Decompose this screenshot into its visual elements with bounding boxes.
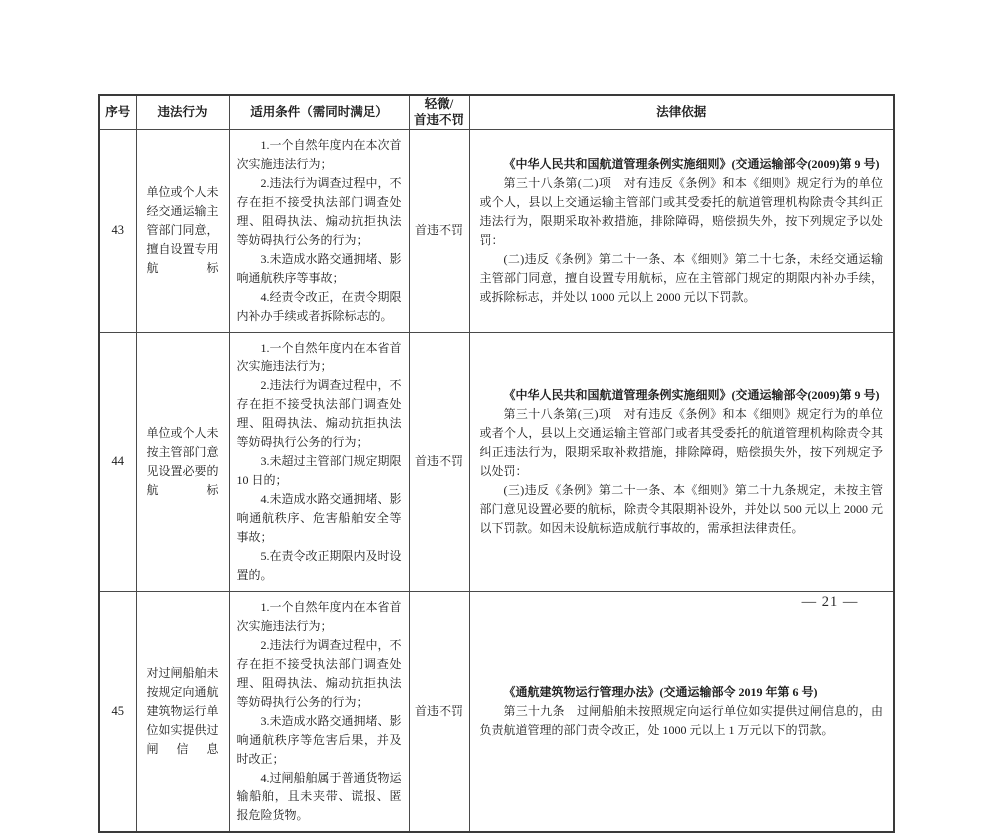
legal-basis-title: 《中华人民共和国航道管理条例实施细则》(交通运输部令(2009)第 9 号)	[503, 387, 880, 402]
legal-basis-paragraph: (三)违反《条例》第二十一条、本《细则》第二十九条规定，未按主管部门意见设置必要的航标，除责令其限期补设外，并处以 500 元以上 2000 元以下罚款。如因未设航标造成航行事故的，需承担法律责任。	[479, 482, 883, 535]
legal-basis-paragraph: (二)违反《条例》第二十一条、本《细则》第二十七条，未经交通运输主管部门同意，擅自设置专用航标，应在主管部门规定的期限内补办手续，或拆除标志，并处以 1000 元以上 2000 元以下罚款。	[479, 251, 883, 304]
penalty-status: 首违不罚	[409, 130, 469, 333]
table-header-row	[99, 95, 894, 130]
legal-basis-title: 《通航建筑物运行管理办法》(交通运输部令 2019 年第 6 号)	[503, 685, 818, 700]
behavior-cell	[136, 130, 229, 333]
behavior-text: 单位或个人未按主管部门意见设置必要的航标	[146, 425, 219, 497]
column-header-penalty	[409, 95, 469, 130]
behavior-text: 对过闸船舶未按规定向通航建筑物运行单位如实提供过闸信息	[146, 666, 219, 757]
legal-basis-cell	[469, 591, 894, 832]
column-header-behavior: 违法行为	[136, 95, 229, 130]
legal-basis-title: 《中华人民共和国航道管理条例实施细则》(交通运输部令(2009)第 9 号)	[503, 156, 880, 171]
condition-item: 3.未造成水路交通拥堵、影响通航秩序等事故；	[236, 251, 402, 285]
conditions-cell	[229, 591, 409, 832]
conditions-cell	[229, 332, 409, 591]
legal-basis-paragraph: 第三十九条 过闸船舶未按照规定向运行单位如实提供过闸信息的，由负责航道管理的部门责令改正，处 1000 元以上 1 万元以下的罚款。	[479, 704, 883, 738]
column-header-penalty-line2: 首违不罚	[413, 112, 464, 127]
column-header-conditions: 适用条件（需同时满足）	[229, 95, 409, 130]
row-number: 43	[99, 130, 136, 333]
condition-item: 2.违法行为调查过程中，不存在拒不接受执法部门调查处理、阻碍执法、煽动抗拒执法等妨碍执行公务的行为；	[236, 378, 402, 450]
table-row-44	[99, 332, 894, 591]
condition-item: 4.未造成水路交通拥堵、影响通航秩序、危害船舶安全等事故；	[236, 492, 402, 545]
condition-item: 3.未超过主管部门规定期限 10 日的；	[236, 454, 402, 488]
penalty-status: 首违不罚	[409, 591, 469, 832]
legal-basis-cell	[469, 130, 894, 333]
legal-basis-cell	[469, 332, 894, 591]
condition-item: 2.违法行为调查过程中，不存在拒不接受执法部门调查处理、阻碍执法、煽动抗拒执法等妨碍执行公务的行为；	[236, 175, 402, 247]
column-header-penalty-line1: 轻微/	[424, 96, 454, 111]
penalty-status: 首违不罚	[409, 332, 469, 591]
page-number: — 21 —	[801, 594, 859, 610]
condition-item: 1.一个自然年度内在本次首次实施违法行为；	[236, 138, 402, 171]
table-row-43	[99, 130, 894, 333]
behavior-cell	[136, 332, 229, 591]
legal-basis-paragraph: 第三十八条第(二)项 对有违反《条例》和本《细则》规定行为的单位或个人，县以上交通运输主管部门或其受委托的航道管理机构除责令其纠正违法行为，限期采取补救措施，排除障碍，赔偿损失外，按下列规定予以处罚：	[479, 175, 883, 247]
column-header-legal: 法律依据	[469, 95, 894, 130]
regulations-table	[98, 94, 895, 833]
condition-item: 4.经责令改正，在责令期限内补办手续或者拆除标志的。	[236, 289, 402, 323]
row-number: 45	[99, 591, 136, 832]
table-row-45	[99, 591, 894, 832]
behavior-text: 单位或个人未经交通运输主管部门同意，擅自设置专用航标	[146, 185, 219, 276]
conditions-cell	[229, 130, 409, 333]
row-number: 44	[99, 332, 136, 591]
condition-item: 3.未造成水路交通拥堵、影响通航秩序等危害后果，并及时改正；	[236, 713, 402, 766]
behavior-cell	[136, 591, 229, 832]
condition-item: 2.违法行为调查过程中，不存在拒不接受执法部门调查处理、阻碍执法、煽动抗拒执法等妨碍执行公务的行为；	[236, 637, 402, 709]
legal-basis-paragraph: 第三十八条第(三)项 对有违反《条例》和本《细则》规定行为的单位或者个人，县以上交通运输主管部门或者其受委托的航道管理机构除责令其纠正违法行为，限期采取补救措施，排除障碍，赔偿损失外，按下列规定予以处罚：	[479, 406, 883, 478]
condition-item: 4.过闸船舶属于普通货物运输船舶，且未夹带、谎报、匿报危险货物。	[236, 770, 402, 823]
condition-item: 1.一个自然年度内在本省首次实施违法行为；	[236, 340, 402, 374]
condition-item: 5.在责令改正期限内及时设置的。	[236, 549, 402, 582]
column-header-no: 序号	[99, 95, 136, 130]
condition-item: 1.一个自然年度内在本省首次实施违法行为；	[236, 599, 402, 633]
